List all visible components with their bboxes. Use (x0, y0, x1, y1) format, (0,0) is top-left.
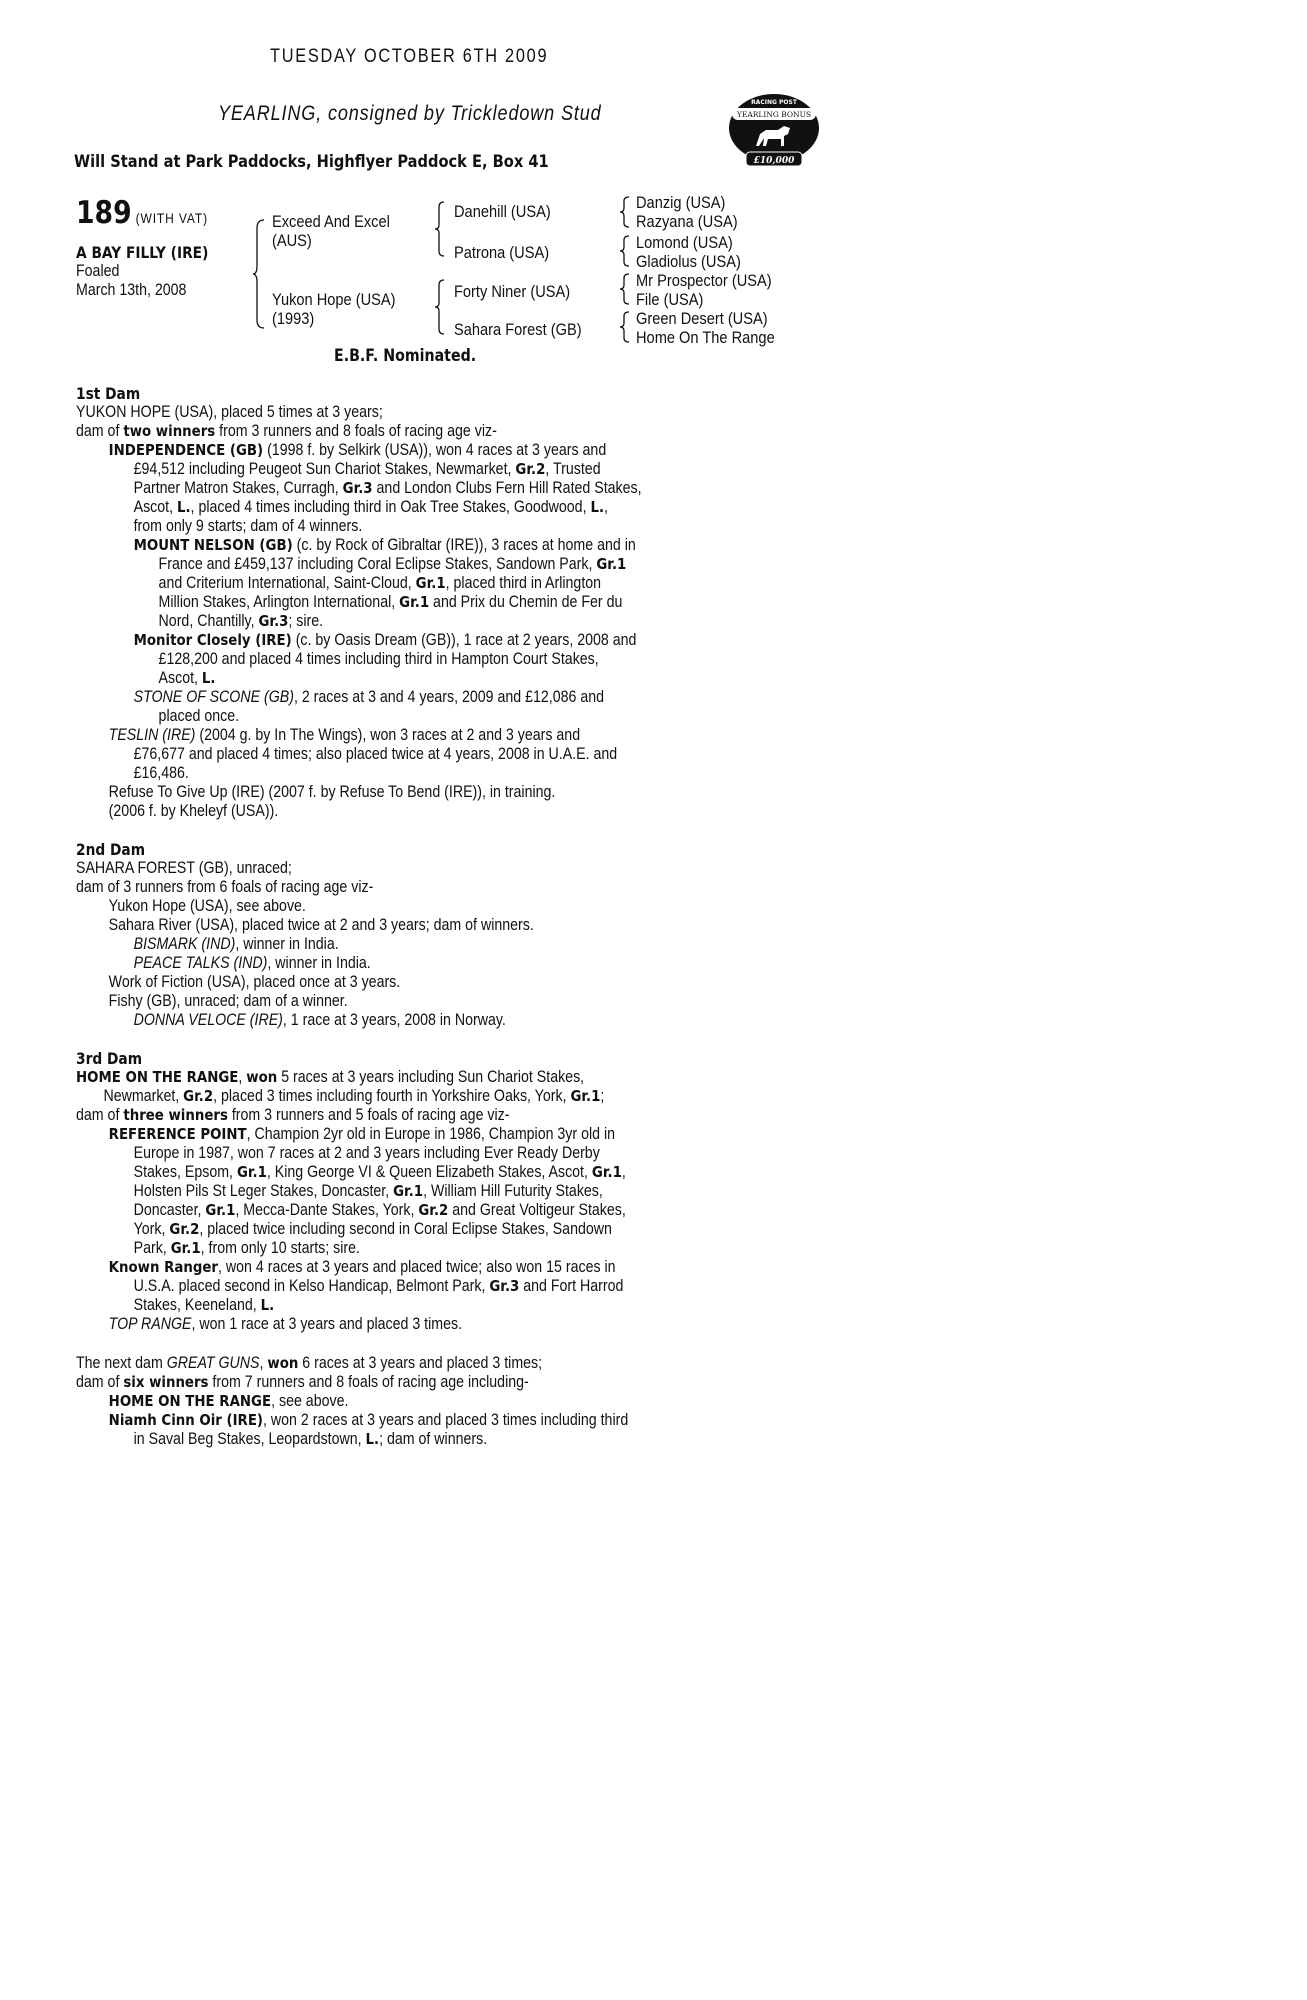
ddd: Home On The Range (636, 328, 775, 347)
third-dam-line: REFERENCE POINT, Champion 2yr old in Europe in 1986, Champion 3yr old in (108, 1125, 616, 1143)
first-dam-line: Monitor Closely (IRE) (c. by Oasis Dream (GB)), 1 race at 2 years, 2008 and (133, 631, 637, 649)
third-dam-line: Stakes, Keeneland, L. (133, 1296, 275, 1314)
pedigree-brace-sire (434, 200, 446, 258)
vat-note: (WITH VAT) (135, 210, 208, 226)
second-dam-line: Work of Fiction (USA), placed once at 3 years. (108, 973, 401, 991)
third-dam-line: U.S.A. placed second in Kelso Handicap, Belmont Park, Gr.3 and Fort Harrod (133, 1277, 624, 1295)
foaled-label: Foaled (76, 262, 120, 280)
pedigree-brace-main (252, 218, 266, 330)
third-dam-line: dam of three winners from 3 runners and 5 foals of racing age viz- (76, 1106, 510, 1124)
next-dam-line: Niamh Cinn Oir (IRE), won 2 races at 3 years and placed 3 times including third (108, 1411, 629, 1429)
sdd: Gladiolus (USA) (636, 252, 741, 271)
first-dam-line: from only 9 starts; dam of 4 winners. (133, 517, 363, 535)
logo-mid-text: YEARLING BONUS (736, 110, 812, 119)
third-dam-line: HOME ON THE RANGE, won 5 races at 3 years including Sun Chariot Stakes, (76, 1068, 585, 1086)
sire-sire: Danehill (USA) (454, 202, 551, 221)
second-dam-line: Sahara River (USA), placed twice at 2 and 3 years; dam of winners. (108, 916, 534, 934)
first-dam-line: £128,200 and placed 4 times including third in Hampton Court Stakes, (158, 650, 599, 668)
first-dam-line: STONE OF SCONE (GB), 2 races at 3 and 4 years, 2009 and £12,086 and (133, 688, 604, 706)
third-dam-line: Newmarket, Gr.2, placed 3 times including fourth in Yorkshire Oaks, York, Gr.1; (103, 1087, 605, 1105)
third-dam-line: Park, Gr.1, from only 10 starts; sire. (133, 1239, 360, 1257)
third-dam-line: Stakes, Epsom, Gr.1, King George VI & Queen Elizabeth Stakes, Ascot, Gr.1, (133, 1163, 626, 1181)
dam-dam: Sahara Forest (GB) (454, 320, 582, 339)
sds: Lomond (USA) (636, 233, 733, 252)
third-dam-section (76, 1049, 626, 1334)
sss: Danzig (USA) (636, 193, 726, 212)
logo-top-text: RACING POST (751, 99, 797, 106)
third-dam-line: Known Ranger, won 4 races at 3 years and placed twice; also won 15 races in (108, 1258, 616, 1276)
second-dam-line: dam of 3 runners from 6 foals of racing age viz- (76, 878, 374, 896)
dsd: File (USA) (636, 290, 704, 309)
pedigree-brace-ds (619, 272, 631, 306)
first-dam-line: MOUNT NELSON (GB) (c. by Rock of Gibraltar (IRE)), 3 races at home and in (133, 536, 636, 554)
third-dam-line: Doncaster, Gr.1, Mecca-Dante Stakes, York, Gr.2 and Great Voltigeur Stakes, (133, 1201, 626, 1219)
first-dam-line: France and £459,137 including Coral Eclipse Stakes, Sandown Park, Gr.1 (158, 555, 627, 573)
horse-name: A BAY FILLY (IRE) (76, 243, 209, 262)
first-dam-line: Partner Matron Stakes, Curragh, Gr.3 and London Clubs Fern Hill Rated Stakes, (133, 479, 642, 497)
first-dam-line: INDEPENDENCE (GB) (1998 f. by Selkirk (USA)), won 4 races at 3 years and (108, 441, 607, 459)
sire-dam: Patrona (USA) (454, 243, 550, 262)
dam-year: (1993) (272, 309, 315, 328)
pedigree-brace-dam (434, 278, 446, 336)
first-dam-line: Million Stakes, Arlington International, Gr.1 and Prix du Chemin de Fer du (158, 593, 623, 611)
lot-number-line (76, 195, 208, 231)
foal-date: March 13th, 2008 (76, 281, 187, 299)
third-dam-line: Europe in 1987, won 7 races at 2 and 3 years including Ever Ready Derby (133, 1144, 600, 1162)
second-dam-line: BISMARK (IND), winner in India. (133, 935, 339, 953)
first-dam-line: and Criterium International, Saint-Cloud, Gr.1, placed third in Arlington (158, 574, 602, 592)
consignment-line: YEARLING, consigned by Trickledown Stud (218, 102, 602, 125)
first-dam-line: Ascot, L., placed 4 times including third in Oak Tree Stakes, Goodwood, L., (133, 498, 608, 516)
first-dam-line: placed once. (158, 707, 240, 725)
first-dam-heading: 1st Dam (76, 384, 141, 403)
third-dam-line: York, Gr.2, placed twice including second in Coral Eclipse Stakes, Sandown (133, 1220, 612, 1238)
second-dam-section (76, 840, 534, 1030)
sire-name: Exceed And Excel (272, 212, 390, 231)
first-dam-line: Nord, Chantilly, Gr.3; sire. (158, 612, 324, 630)
dam-sire: Forty Niner (USA) (454, 282, 571, 301)
lot-number: 189 (76, 195, 132, 231)
sire-country: (AUS) (272, 231, 312, 250)
first-dam-line: £94,512 including Peugeot Sun Chariot Stakes, Newmarket, Gr.2, Trusted (133, 460, 601, 478)
sale-date: TUESDAY OCTOBER 6TH 2009 (270, 46, 549, 67)
ebf-nominated: E.B.F. Nominated. (334, 346, 477, 365)
dss: Mr Prospector (USA) (636, 271, 772, 290)
pedigree-brace-ss (619, 195, 631, 229)
dds: Green Desert (USA) (636, 309, 768, 328)
next-dam-section (76, 1354, 628, 1449)
second-dam-heading: 2nd Dam (76, 840, 146, 859)
third-dam-line: Holsten Pils St Leger Stakes, Doncaster, Gr.1, William Hill Futurity Stakes, (133, 1182, 603, 1200)
first-dam-line: £76,677 and placed 4 times; also placed twice at 4 years, 2008 in U.A.E. and (133, 745, 618, 763)
pedigree-brace-sd (619, 234, 631, 268)
second-dam-line: PEACE TALKS (IND), winner in India. (133, 954, 371, 972)
next-dam-line: HOME ON THE RANGE, see above. (108, 1392, 349, 1410)
second-dam-line: SAHARA FOREST (GB), unraced; (76, 859, 292, 877)
first-dam-line: Refuse To Give Up (IRE) (2007 f. by Refuse To Bend (IRE)), in training. (108, 783, 556, 801)
next-dam-line: The next dam GREAT GUNS, won 6 races at 3 years and placed 3 times; (76, 1354, 543, 1372)
third-dam-line: TOP RANGE, won 1 race at 3 years and placed 3 times. (108, 1315, 463, 1333)
next-dam-line: in Saval Beg Stakes, Leopardstown, L.; dam of winners. (133, 1430, 488, 1448)
third-dam-heading: 3rd Dam (76, 1049, 143, 1068)
next-dam-line: dam of six winners from 7 runners and 8 foals of racing age including- (76, 1373, 529, 1391)
second-dam-line: Yukon Hope (USA), see above. (108, 897, 306, 915)
first-dam-line: TESLIN (IRE) (2004 g. by In The Wings), won 3 races at 2 and 3 years and (108, 726, 581, 744)
first-dam-line: YUKON HOPE (USA), placed 5 times at 3 years; (76, 403, 383, 421)
yearling-bonus-logo (726, 90, 822, 168)
stand-location: Will Stand at Park Paddocks, Highflyer Paddock E, Box 41 (74, 152, 549, 172)
first-dam-section (76, 384, 642, 821)
second-dam-line: Fishy (GB), unraced; dam of a winner. (108, 992, 348, 1010)
pedigree-brace-dd (619, 310, 631, 344)
logo-bottom-text: £10,000 (753, 156, 795, 166)
dam-name: Yukon Hope (USA) (272, 290, 396, 309)
ssd: Razyana (USA) (636, 212, 738, 231)
first-dam-line: (2006 f. by Kheleyf (USA)). (108, 802, 279, 820)
second-dam-line: DONNA VELOCE (IRE), 1 race at 3 years, 2008 in Norway. (133, 1011, 506, 1029)
first-dam-line: Ascot, L. (158, 669, 216, 687)
first-dam-line: dam of two winners from 3 runners and 8 foals of racing age viz- (76, 422, 497, 440)
first-dam-line: £16,486. (133, 764, 189, 782)
